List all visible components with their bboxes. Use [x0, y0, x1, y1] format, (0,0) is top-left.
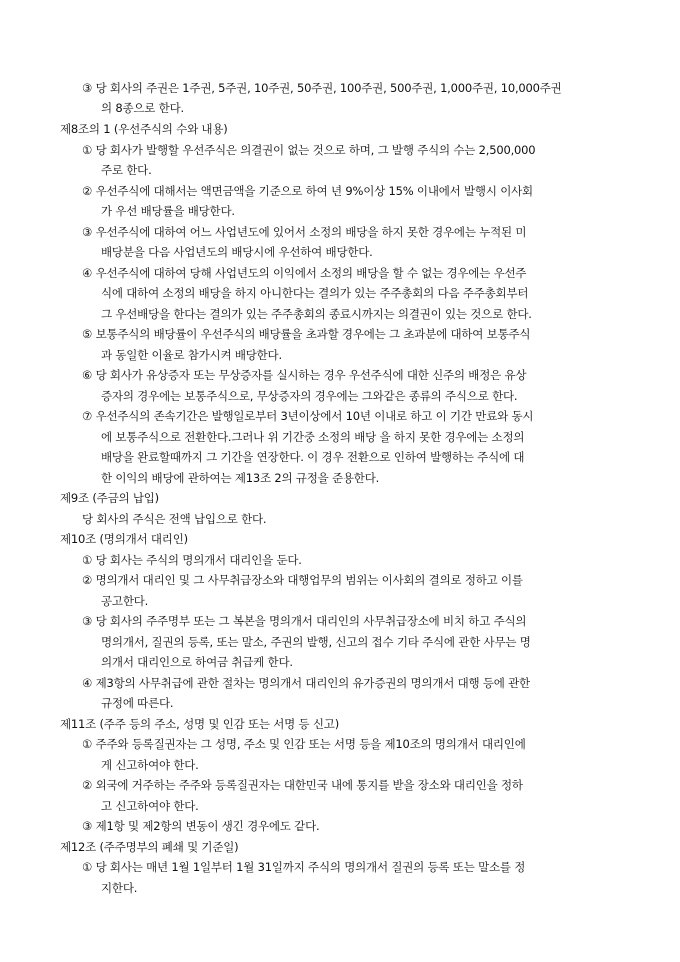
- article-8-1-item-4-cont: 그 우선배당을 한다는 결의가 있는 주주총회의 종료시까지는 의결권이 있는 것으로 한다.: [101, 307, 532, 321]
- article-8-1-item-7-cont: 에 보통주식으로 전환한다.그러나 위 기간중 소정의 배당 을 하지 못한 경우에는 소정의: [101, 430, 525, 444]
- article-10-item-3-cont: 의개서 대리인으로 하여금 취급케 한다.: [101, 655, 293, 669]
- article-8-1-heading: 제8조의 1 (우선주식의 수와 내용): [60, 122, 228, 136]
- article-10-item-4: ④ 제3항의 사무취급에 관한 절차는 명의개서 대리인의 유가증권의 명의개서 대행 등에 관한: [82, 676, 530, 690]
- article-10-item-2-cont: 공고한다.: [101, 594, 149, 608]
- article-8-1-item-3: ③ 우선주식에 대하여 어느 사업년도에 있어서 소정의 배당을 하지 못한 경우에는 누적된 미: [82, 225, 527, 239]
- article-8-item-3: ③ 당 회사의 주권은 1주권, 5주권, 10주권, 50주권, 100주권, 500주권, 1,000주권, 10,000주권: [82, 81, 562, 95]
- article-8-1-item-7-cont: 한 이익의 배당에 관하여는 제13조 2의 규정을 준용한다.: [101, 471, 380, 485]
- article-8-1-item-5-cont: 과 동일한 이율로 참가시켜 배당한다.: [101, 348, 282, 362]
- article-11-item-2: ② 외국에 거주하는 주주와 등록질권자는 대한민국 내에 통지를 받을 장소와 대리인을 정하: [82, 778, 523, 792]
- article-8-1-item-7-cont: 배당을 완료할때까지 그 기간을 연장한다. 이 경우 전환으로 인하여 발행하는 주식에 대: [101, 450, 525, 464]
- article-8-1-item-4: ④ 우선주식에 대하여 당해 사업년도의 이익에서 소정의 배당을 할 수 없는 경우에는 우선주: [82, 266, 527, 280]
- article-8-1-item-1: ① 당 회사가 발행할 우선주식은 의결권이 없는 것으로 하며, 그 발행 주식의 수는 2,500,000: [82, 143, 536, 157]
- article-8-1-item-2-cont: 가 우선 배당률을 배당한다.: [101, 204, 235, 218]
- article-8-1-item-6: ⑥ 당 회사가 유상증자 또는 무상증자를 실시하는 경우 우선주식에 대한 신주의 배정은 유상: [82, 368, 527, 382]
- article-12-item-1: ① 당 회사는 매년 1월 1일부터 1월 31일까지 주식의 명의개서 질권의 등록 또는 말소를 정: [82, 860, 526, 874]
- article-8-1-item-7: ⑦ 우선주식의 존속기간은 발행일로부터 3년이상에서 10년 이내로 하고 이 기간 만료와 동시: [82, 409, 534, 423]
- article-10-heading: 제10조 (명의개서 대리인): [60, 532, 188, 546]
- article-11-item-1-cont: 게 신고하여야 한다.: [101, 758, 199, 772]
- article-9-heading: 제9조 (주금의 납입): [60, 491, 159, 505]
- article-10-item-1: ① 당 회사는 주식의 명의개서 대리인을 둔다.: [82, 553, 302, 567]
- article-10-item-3: ③ 당 회사의 주주명부 또는 그 복본을 명의개서 대리인의 사무취급장소에 비치 하고 주식의: [82, 614, 527, 628]
- article-8-1-item-4-cont: 식에 대하여 소정의 배당을 하지 아니한다는 결의가 있는 주주총회의 다음 주주총회부터: [101, 286, 529, 300]
- article-8-1-item-2: ② 우선주식에 대해서는 액면금액을 기준으로 하여 년 9%이상 15% 이내에서 발행시 이사회: [82, 184, 533, 198]
- article-11-heading: 제11조 (주주 등의 주소, 성명 및 인감 또는 서명 등 신고): [60, 717, 339, 731]
- article-12-item-1-cont: 지한다.: [101, 881, 138, 895]
- article-8-1-item-1-cont: 주로 한다.: [101, 163, 152, 177]
- article-8-item-3-cont: 의 8종으로 한다.: [101, 101, 184, 115]
- article-9-body: 당 회사의 주식은 전액 납입으로 한다.: [82, 512, 267, 526]
- article-11-item-1: ① 주주와 등록질권자는 그 성명, 주소 및 인감 또는 서명 등을 제10조의 명의개서 대리인에: [82, 737, 526, 751]
- article-11-item-3: ③ 제1항 및 제2항의 변동이 생긴 경우에도 같다.: [82, 819, 320, 833]
- article-8-1-item-6-cont: 증자의 경우에는 보통주식으로, 무상증자의 경우에는 그와같은 종류의 주식으로 한다.: [101, 389, 518, 403]
- article-10-item-4-cont: 규정에 따른다.: [101, 696, 174, 710]
- article-11-item-2-cont: 고 신고하여야 한다.: [101, 799, 199, 813]
- article-10-item-2: ② 명의개서 대리인 및 그 사무취급장소와 대행업무의 범위는 이사회의 결의로 정하고 이를: [82, 573, 523, 587]
- article-8-1-item-3-cont: 배당분을 다음 사업년도의 배당시에 우선하여 배당한다.: [101, 245, 373, 259]
- article-8-1-item-5: ⑤ 보통주식의 배당률이 우선주식의 배당률을 초과할 경우에는 그 초과분에 대하여 보통주식: [82, 327, 531, 341]
- article-10-item-3-cont: 명의개서, 질권의 등록, 또는 말소, 주권의 발행, 신고의 접수 기타 주식에 관한 사무는 명: [101, 635, 531, 649]
- article-12-heading: 제12조 (주주명부의 폐쇄 및 기준일): [60, 840, 239, 854]
